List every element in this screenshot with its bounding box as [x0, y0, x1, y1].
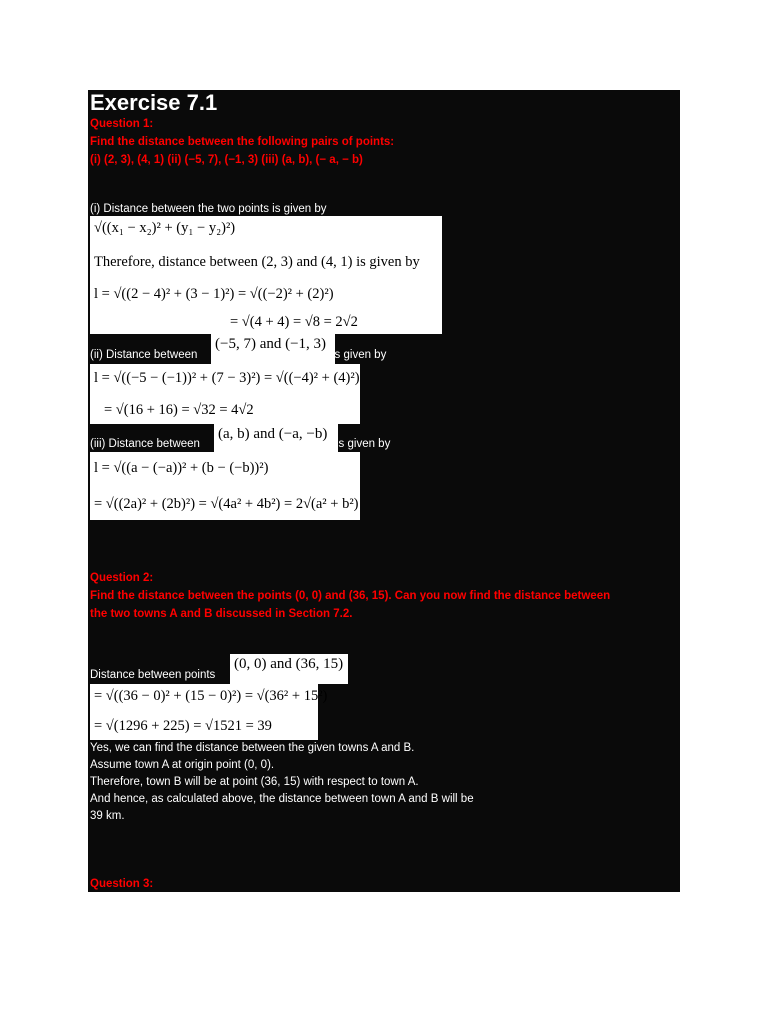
answer-1-iii-suffix: is given by [336, 438, 391, 450]
question-1-label: Question 1: [90, 118, 154, 130]
question-1-parts: (i) (2, 3), (4, 1) (ii) (−5, 7), (−1, 3) (iii) (a, b), (− a, − b) [90, 154, 363, 166]
answer-1-ii-suffix: is given by [332, 349, 387, 361]
answer-2-line-3: Therefore, town B will be at point (36, 15) with respect to town A. [90, 776, 419, 788]
question-1-text: Find the distance between the following pairs of points: [90, 136, 395, 148]
answer-2-line-2: Assume town A at origin point (0, 0). [90, 759, 275, 771]
answer-1-ii-prefix: (ii) Distance between [90, 349, 198, 361]
answer-2-line-1: Yes, we can find the distance between the given towns A and B. [90, 742, 415, 754]
calc-iii-line-2: = √((2a)² + (2b)²) = √(4a² + 4b²) = 2√(a² + b²) [94, 496, 359, 512]
answer-2-line-5: 39 km. [90, 810, 125, 822]
question-2-line-1: Find the distance between the points (0, 0) and (36, 15). Can you now find the distance between [90, 590, 611, 602]
calc-q2-line-2: = √(1296 + 225) = √1521 = 39 [94, 718, 272, 734]
calc-ii-line-1: l = √((−5 − (−1))² + (7 − 3)²) = √((−4)² + (4)²) [94, 370, 360, 386]
equation-image-ii [90, 364, 360, 424]
equation-image-q2 [90, 684, 328, 740]
points-image-iii [214, 424, 338, 452]
points-image-ii [211, 334, 335, 364]
answer-2-prefix: Distance between points [90, 669, 216, 681]
points-ii: (−5, 7) and (−1, 3) [215, 336, 327, 352]
document-page [88, 90, 680, 892]
equation-image-1 [90, 216, 442, 334]
equation-image-iii [90, 452, 360, 520]
calc-i-line-2: = √(4 + 4) = √8 = 2√2 [230, 314, 358, 330]
calc-iii-line-1: l = √((a − (−a))² + (b − (−b))²) [94, 460, 269, 476]
points-q2: (0, 0) and (36, 15) [234, 656, 344, 672]
question-2-line-2: the two towns A and B discussed in Section 7.2. [90, 608, 353, 620]
answer-1-iii-prefix: (iii) Distance between [90, 438, 200, 450]
question-3-label: Question 3: [90, 878, 154, 890]
question-2-label: Question 2: [90, 572, 154, 584]
answer-1-i-intro: (i) Distance between the two points is given by [90, 203, 327, 215]
calc-ii-line-2: = √(16 + 16) = √32 = 4√2 [104, 402, 254, 418]
distance-formula: √((x₁ − x₂)² + (y₁ − y₂)²) [94, 220, 236, 236]
answer-2-line-4: And hence, as calculated above, the distance between town A and B will be [90, 793, 474, 805]
calc-i-line-1: l = √((2 − 4)² + (3 − 1)²) = √((−2)² + (2)²) [94, 286, 334, 302]
therefore-statement: Therefore, distance between (2, 3) and (4, 1) is given by [94, 254, 420, 270]
page-title: Exercise 7.1 [90, 90, 218, 115]
points-iii: (a, b) and (−a, −b) [218, 426, 328, 442]
calc-q2-line-1: = √((36 − 0)² + (15 − 0)²) = √(36² + 15²) [94, 688, 328, 704]
points-image-q2 [230, 654, 348, 684]
